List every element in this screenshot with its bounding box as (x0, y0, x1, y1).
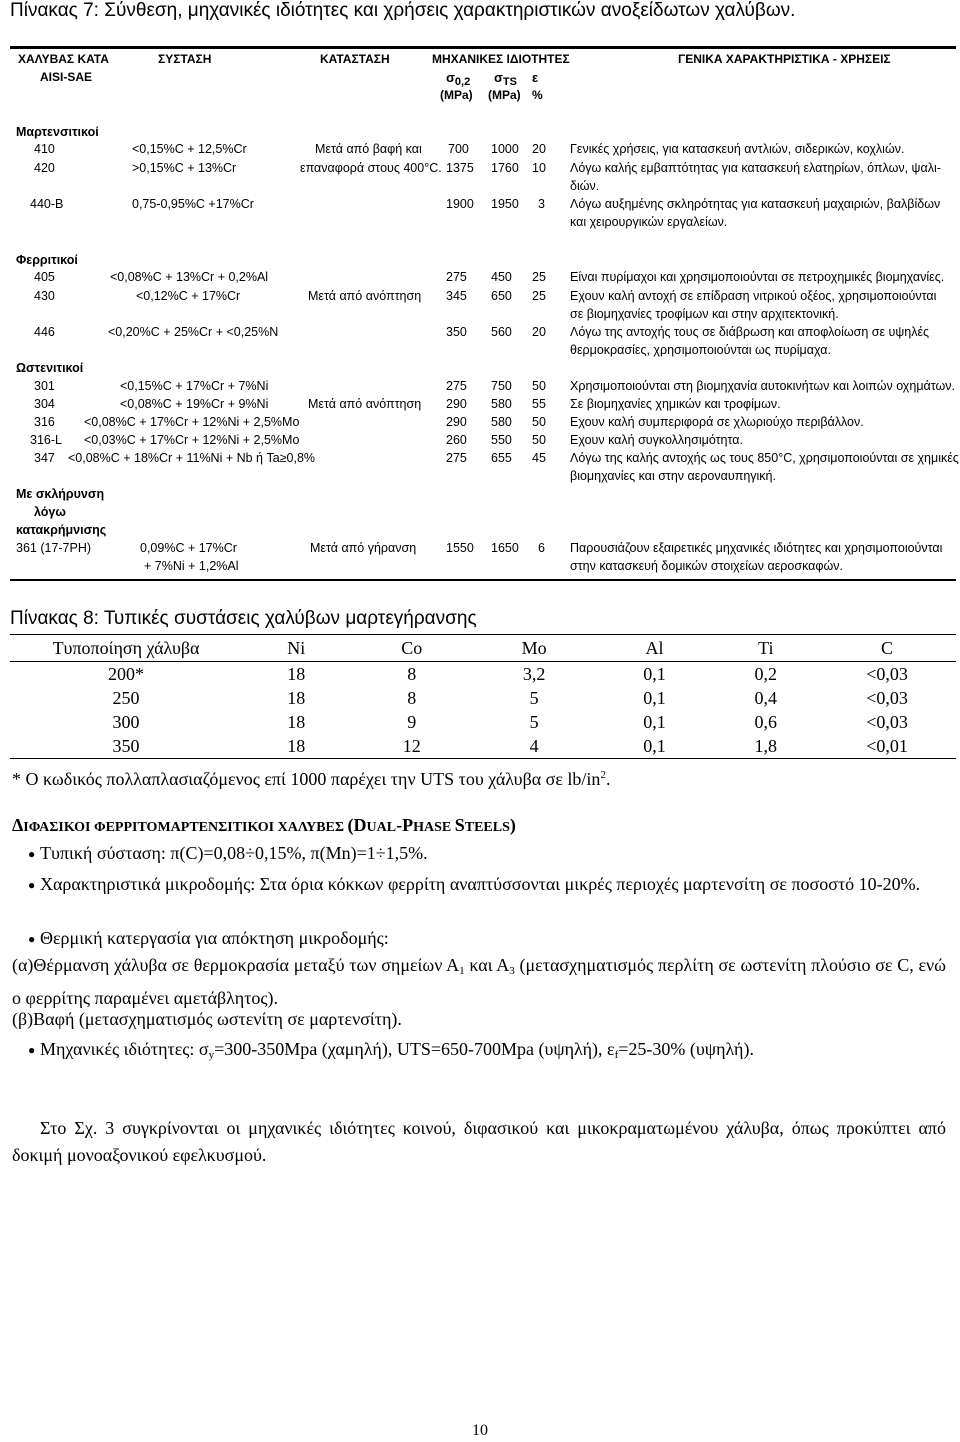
t8-header: Al (596, 635, 714, 662)
t7-elongation: 6 (538, 541, 545, 555)
t8-cell: 18 (287, 663, 306, 684)
t7-use: Λόγω της αντοχής τους σε διάβρωση και αποφλοίωση σε υψηλές (570, 325, 930, 339)
t7-header-steel-standard: AISI-SAE (40, 70, 93, 84)
t7-use-cont: στην κατασκευή δομικών στοιχείων αεροσκαφών. (570, 559, 843, 573)
t8-cell: <0,03 (866, 687, 908, 708)
t7-steel: 316 (34, 415, 55, 429)
t7-sts: 750 (491, 379, 512, 393)
t8-cell: 0,2 (754, 663, 778, 684)
t7-steel: 301 (34, 379, 55, 393)
t7-elongation: 20 (532, 142, 546, 156)
t8-cell: 3,2 (522, 663, 546, 684)
t8-cell: <0,01 (818, 734, 956, 759)
t7-use: Εχουν καλή συγκολλησιμότητα. (570, 433, 743, 447)
table7-top-rule (10, 46, 956, 49)
t8-header: Mo (473, 635, 596, 662)
t7-composition: 0,09%C + 17%Cr (140, 541, 237, 555)
t7-sy: 290 (446, 415, 467, 429)
t7-sts: 1950 (491, 197, 519, 211)
t7-composition: >0,15%C + 13%Cr (132, 161, 237, 175)
bullet-text: Τυπική σύσταση: π(C)=0,08÷0,15%, π(Mn)=1÷1,5%. (40, 843, 428, 863)
t7-use: Εχουν καλή συμπεριφορά σε χλωριούχο περιβάλλον. (570, 415, 864, 429)
t7-sts: 655 (491, 451, 512, 465)
t7-elongation: 20 (532, 325, 546, 339)
t7-use: Γενικές χρήσεις, για κατασκευή αντλιών, σιδερικών, κοχλιών. (570, 142, 905, 156)
t7-sts: 650 (491, 289, 512, 303)
list-item: ● Μηχανικές ιδιότητες: $\sigma_y=300-350Mpa$ (χαμηλή), UTS=650-700Mpa (υψηλή), $\varepsilon_f=25-30\%$ (υψηλή). (12, 1036, 946, 1069)
bullet-icon: ● (28, 932, 36, 946)
table8-caption: Πίνακας 8: Τυπικές συστάσεις χαλύβων μαρτεγήρανσης (10, 608, 477, 629)
t8-cell: 0,6 (754, 711, 778, 732)
t7-sts: 1760 (491, 161, 519, 175)
t7-condition: Μετά από βαφή και (315, 142, 422, 156)
t7-group-martensitic: Μαρτενσιτικοί (16, 125, 99, 139)
t7-group-precipitation-line3: κατακρήμνισης (16, 523, 107, 537)
t7-header-eps: ε (532, 70, 539, 85)
table8 (10, 634, 956, 759)
t8-cell: 18 (287, 687, 306, 708)
t7-sy: 275 (446, 270, 467, 284)
t7-header-steel: ΧΑΛΥΒΑΣ ΚΑΤΑ (18, 52, 109, 66)
t7-use: Λόγω καλής εμβαπτότητας για κατασκευή ελατηρίων, όπλων, ψαλι- (570, 161, 941, 175)
t8-cell: 5 (529, 711, 539, 732)
bullet-icon: ● (28, 878, 36, 892)
t8-cell: 18 (287, 711, 306, 732)
t7-use: Λόγω αυξημένης σκληρότητας για κατασκευή μαχαιριών, βαλβίδων (570, 197, 941, 211)
t7-sts: 1000 (491, 142, 519, 156)
t7-sy: 275 (446, 451, 467, 465)
list-item (12, 840, 946, 867)
t7-header-unit-sts: (MPa) (488, 88, 521, 102)
section-title-dual-phase: ΔΙΦΑΣΙΚΟΙ ΦΕΡΡΙΤΟΜΑΡΤΕΝΣΙΤΙΚΟΙ ΧΑΛΥΒΕΣ (DUAL-PHASE STEELS) (12, 815, 516, 835)
t8-cell: <0,03 (866, 663, 908, 684)
t7-sts: 450 (491, 270, 512, 284)
t7-steel: 420 (34, 161, 55, 175)
t7-sts: 580 (491, 415, 512, 429)
t7-use: Λόγω της καλής αντοχής ως τους 850°C, χρησιμοποιούνται σε χημικές (570, 451, 959, 465)
t7-steel: 316-L (30, 433, 62, 447)
t7-steel: 361 (17-7PH) (16, 541, 92, 555)
t7-sts: 560 (491, 325, 512, 339)
t7-sy: 1900 (446, 197, 474, 211)
table-row (10, 734, 956, 759)
t7-use-cont: διών. (570, 179, 600, 193)
t7-elongation: 50 (532, 415, 546, 429)
t7-steel: 410 (34, 142, 55, 156)
t7-composition: <0,08%C + 19%Cr + 9%Ni (120, 397, 269, 411)
table-row (10, 710, 956, 734)
t8-cell: 350 (10, 734, 242, 759)
t7-header-sts: $\sigma_{TS}$ (494, 70, 517, 88)
t7-group-austenitic: Ωστενιτικοί (16, 361, 84, 375)
t8-cell: 0,1 (643, 687, 666, 708)
t7-elongation: 55 (532, 397, 546, 411)
t7-composition: <0,08%C + 18%Cr + 11%Ni + Nb ή Ta≥0,8% (68, 451, 316, 465)
t7-condition: Μετά από ανόπτηση (308, 397, 422, 411)
table7-bottom-rule (10, 579, 956, 581)
t8-cell: 0,1 (643, 711, 666, 732)
t7-use: Σε βιομηχανίες χημικών και τροφίμων. (570, 397, 781, 411)
t8-cell: 8 (407, 663, 417, 684)
t7-header-general: ΓΕΝΙΚΑ ΧΑΡΑΚΤΗΡΙΣΤΙΚΑ - ΧΡΗΣΕΙΣ (678, 52, 891, 66)
t7-group-precipitation-line2: λόγω (34, 505, 66, 519)
t7-composition: <0,15%C + 17%Cr + 7%Ni (120, 379, 269, 393)
t8-cell: 300 (112, 711, 140, 732)
t7-composition-cont: + 7%Ni + 1,2%Al (144, 559, 239, 573)
table-row (10, 662, 956, 687)
bullet-text: Θερμική κατεργασία για απόκτηση μικροδομής: (40, 928, 389, 948)
t8-cell: 250 (112, 687, 140, 708)
t8-cell: 0,1 (643, 663, 666, 684)
t7-steel: 405 (34, 270, 55, 284)
t7-sy: 350 (446, 325, 467, 339)
table8-header-row (10, 635, 956, 662)
t7-use-cont: θερμοκρασίες, χρησιμοποιούνται ως πυρίμαχα. (570, 343, 831, 357)
t7-sts: 550 (491, 433, 512, 447)
t8-cell: 200* (108, 663, 144, 684)
t8-cell: <0,03 (866, 711, 908, 732)
t7-sy: 345 (446, 289, 467, 303)
paragraph-closing: Στο Σχ. 3 συγκρίνονται οι μηχανικές ιδιότητες κοινού, διφασικού και μικοκραματωμένου χάλυβα, όπως προκύπτει από δοκιμή μονοαξονικού εφελκυσμού. (12, 1118, 946, 1165)
t7-use-cont: βιομηχανίες και στην αεροναυπηγική. (570, 469, 776, 483)
t7-composition: <0,12%C + 17%Cr (136, 289, 241, 303)
t7-elongation: 3 (538, 197, 545, 211)
t8-header: Ti (713, 635, 818, 662)
t8-cell: 5 (529, 687, 539, 708)
t7-composition: <0,08%C + 13%Cr + 0,2%Al (110, 270, 269, 284)
t7-sy: 700 (448, 142, 469, 156)
t7-use-cont: και χειρουργικών εργαλείων. (570, 215, 728, 229)
t7-header-unit-pct: % (532, 88, 543, 102)
t7-sy: 275 (446, 379, 467, 393)
t7-steel: 440-B (30, 197, 64, 211)
t7-use: Εχουν καλή αντοχή σε επίδραση νιτρικού οξέος, χρησιμοποιούνται (570, 289, 937, 303)
t7-sts: 1650 (491, 541, 519, 555)
t8-cell: 4 (473, 734, 596, 759)
t7-condition: Μετά από γήρανση (310, 541, 417, 555)
t7-elongation: 50 (532, 433, 546, 447)
t7-elongation: 50 (532, 379, 546, 393)
paragraph-heating: (α)Θέρμανση χάλυβα σε θερμοκρασία μεταξύ των σημείων $A_1$ και $A_3$ (μετασχηματισμός περλίτη σε ωστενίτη πλούσιο σε C, ενώ ο φερρίτης παραμένει αμετάβλητος). (12, 955, 946, 1008)
t7-sy: 260 (446, 433, 467, 447)
t8-cell: 1,8 (713, 734, 818, 759)
t7-group-precipitation-line1: Με σκλήρυνση (16, 487, 105, 501)
t7-sy: 1375 (446, 161, 474, 175)
bullet-icon: ● (28, 1043, 36, 1057)
t7-use: Παρουσιάζουν εξαιρετικές μηχανικές ιδιότητες και χρησιμοποιούνται (570, 541, 943, 555)
t7-composition: <0,20%C + 25%Cr + <0,25%N (108, 325, 279, 339)
t7-header-condition: ΚΑΤΑΣΤΑΣΗ (320, 52, 390, 66)
t7-elongation: 10 (532, 161, 546, 175)
t7-condition: Μετά από ανόπτηση (308, 289, 422, 303)
t8-cell: 18 (242, 734, 351, 759)
t8-cell: 12 (351, 734, 473, 759)
t7-header-mechanical: ΜΗΧΑΝΙΚΕΣ ΙΔΙΟΤΗΤΕΣ (432, 52, 570, 66)
t7-elongation: 45 (532, 451, 546, 465)
t7-composition: <0,15%C + 12,5%Cr (132, 142, 247, 156)
t7-use-cont: σε βιομηχανίες τροφίμων και στην αρχιτεκτονική. (570, 307, 839, 321)
t7-header-composition: ΣΥΣΤΑΣΗ (158, 52, 212, 66)
t7-steel: 446 (34, 325, 55, 339)
t7-steel: 430 (34, 289, 55, 303)
t8-cell: 0,1 (596, 734, 714, 759)
t8-cell: 8 (407, 687, 417, 708)
t7-group-ferritic: Φερριτικοί (16, 253, 78, 267)
t7-composition: 0,75-0,95%C +17%Cr (132, 197, 254, 211)
page-number: 10 (472, 1422, 488, 1439)
t8-header: Ni (242, 635, 351, 662)
table7-caption: Πίνακας 7: Σύνθεση, μηχανικές ιδιότητες και χρήσεις χαρακτηριστικών ανοξείδωτων χαλύβων. (10, 0, 796, 21)
table-row (10, 686, 956, 710)
t7-use: Χρησιμοποιούνται στη βιομηχανία αυτοκινήτων και λοιπών οχημάτων. (570, 379, 955, 393)
t7-steel: 347 (34, 451, 55, 465)
table7 (10, 46, 959, 582)
bullet-text: Χαρακτηριστικά μικροδομής: Στα όρια κόκκων φερρίτη αναπτύσσονται μικρές περιοχές μαρτενσίτη σε ποσοστό 10-20%. (40, 874, 921, 894)
paragraph-quenching: (β)Βαφή (μετασχηματισμός ωστενίτη σε μαρτενσίτη). (12, 1009, 402, 1029)
t8-cell: 9 (407, 711, 417, 732)
t7-sy: 290 (446, 397, 467, 411)
t7-header-sy: $\sigma_{0,2}$ (446, 70, 471, 88)
bullet-icon: ● (28, 847, 36, 861)
t8-header: C (818, 635, 956, 662)
t8-header: Τυποποίηση χάλυβα (10, 635, 242, 662)
t7-composition: <0,08%C + 17%Cr + 12%Ni + 2,5%Mo (84, 415, 300, 429)
table8-footnote: * Ο κωδικός πολλαπλασιαζόμενος επί 1000 παρέχει την UTS του χάλυβα σε $lb/in^2$. (12, 769, 611, 789)
list-item (12, 925, 946, 952)
t8-cell: 0,4 (754, 687, 778, 708)
t7-condition: επαναφορά στους 400°C. (300, 161, 442, 175)
t7-composition: <0,03%C + 17%Cr + 12%Ni + 2,5%Mo (84, 433, 300, 447)
t7-sts: 580 (491, 397, 512, 411)
t7-steel: 304 (34, 397, 55, 411)
t8-header: Co (351, 635, 473, 662)
t7-sy: 1550 (446, 541, 474, 555)
list-item (12, 871, 946, 898)
t7-elongation: 25 (532, 270, 546, 284)
t7-header-unit-sy: (MPa) (440, 88, 473, 102)
t7-elongation: 25 (532, 289, 546, 303)
t7-use: Είναι πυρίμαχοι και χρησιμοποιούνται σε πετροχημικές βιομηχανίες. (570, 270, 945, 284)
